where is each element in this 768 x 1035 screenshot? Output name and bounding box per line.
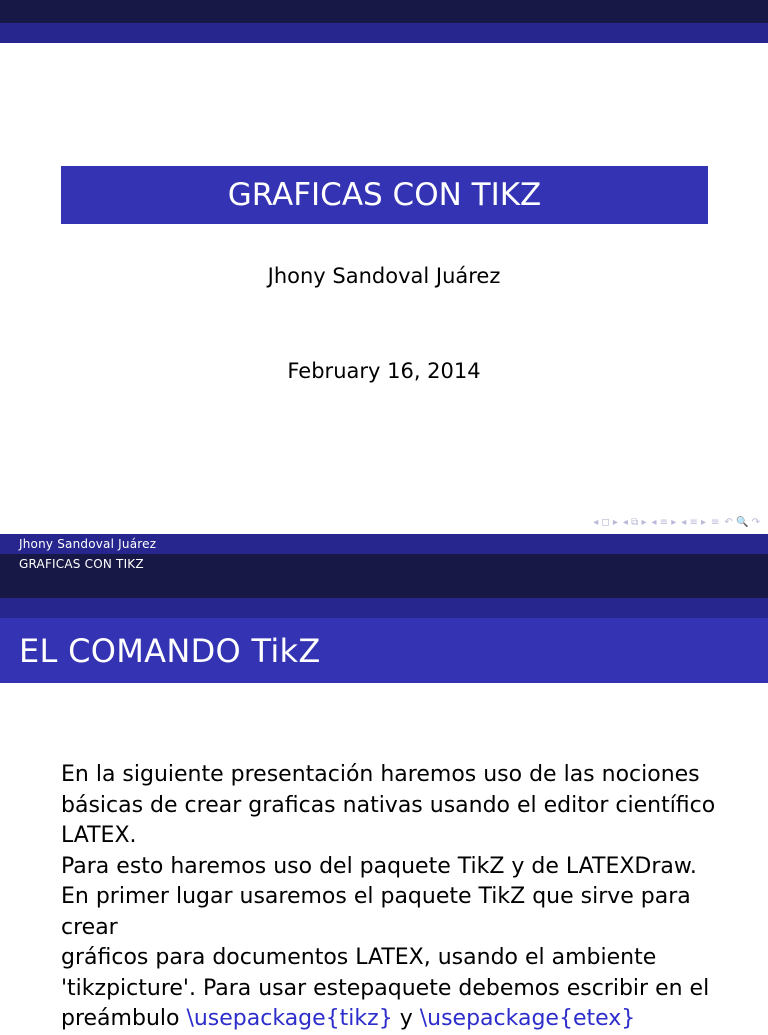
body-line: En la siguiente presentación haremos uso de las nociones [61,762,700,787]
presentation-title-text: GRAFICAS CON TIKZ [227,177,542,213]
body-line: LATEX. [61,823,137,848]
frame-title: EL COMANDO TikZ [19,632,321,670]
body-line: básicas de crear graficas nativas usando el editor científico [61,792,716,818]
nav-subsection-icon[interactable]: ◂ ⧉ ▸ [622,516,647,528]
body-text-middle: y [392,1006,420,1031]
nav-search-icon[interactable]: ↶ 🔍 ↷ [724,516,760,528]
nav-appendix-icon[interactable]: ≡ [711,516,720,528]
body-text-prefix: preámbulo [61,1006,187,1031]
frame-body [61,760,751,1035]
presentation-title [61,166,708,224]
body-line: 'tikzpicture'. Para usar estepaquete debemos escribir en el [61,975,710,1001]
beamer-navigation-symbols[interactable] [490,512,760,532]
usepackage-etex-command: \usepackage{etex} [419,1006,636,1031]
header-bar-mid [0,23,768,43]
body-line-last [61,1004,751,1035]
footer-author: Jhony Sandoval Juárez [19,537,157,551]
body-line: gráficos para documentos LATEX, usando el ambiente [61,945,657,970]
nav-frame-icon[interactable]: ◂ ◻ ▸ [593,516,618,528]
frame-header-bar [0,598,768,618]
presentation-date: February 16, 2014 [287,359,481,383]
footer-title: GRAFICAS CON TIKZ [19,557,144,571]
body-line: Para esto haremos uso del paquete TikZ y de LATEXDraw. [61,853,697,879]
nav-document-icon[interactable]: ◂ ≡ ▸ [681,516,707,528]
header-bar-dark [0,0,768,23]
author-name: Jhony Sandoval Juárez [267,264,501,288]
body-line: En primer lugar usaremos el paquete TikZ que sirve para crear [61,884,691,940]
usepackage-tikz-command: \usepackage{tikz} [186,1006,393,1031]
nav-section-icon[interactable]: ◂ ≡ ▸ [651,516,677,528]
